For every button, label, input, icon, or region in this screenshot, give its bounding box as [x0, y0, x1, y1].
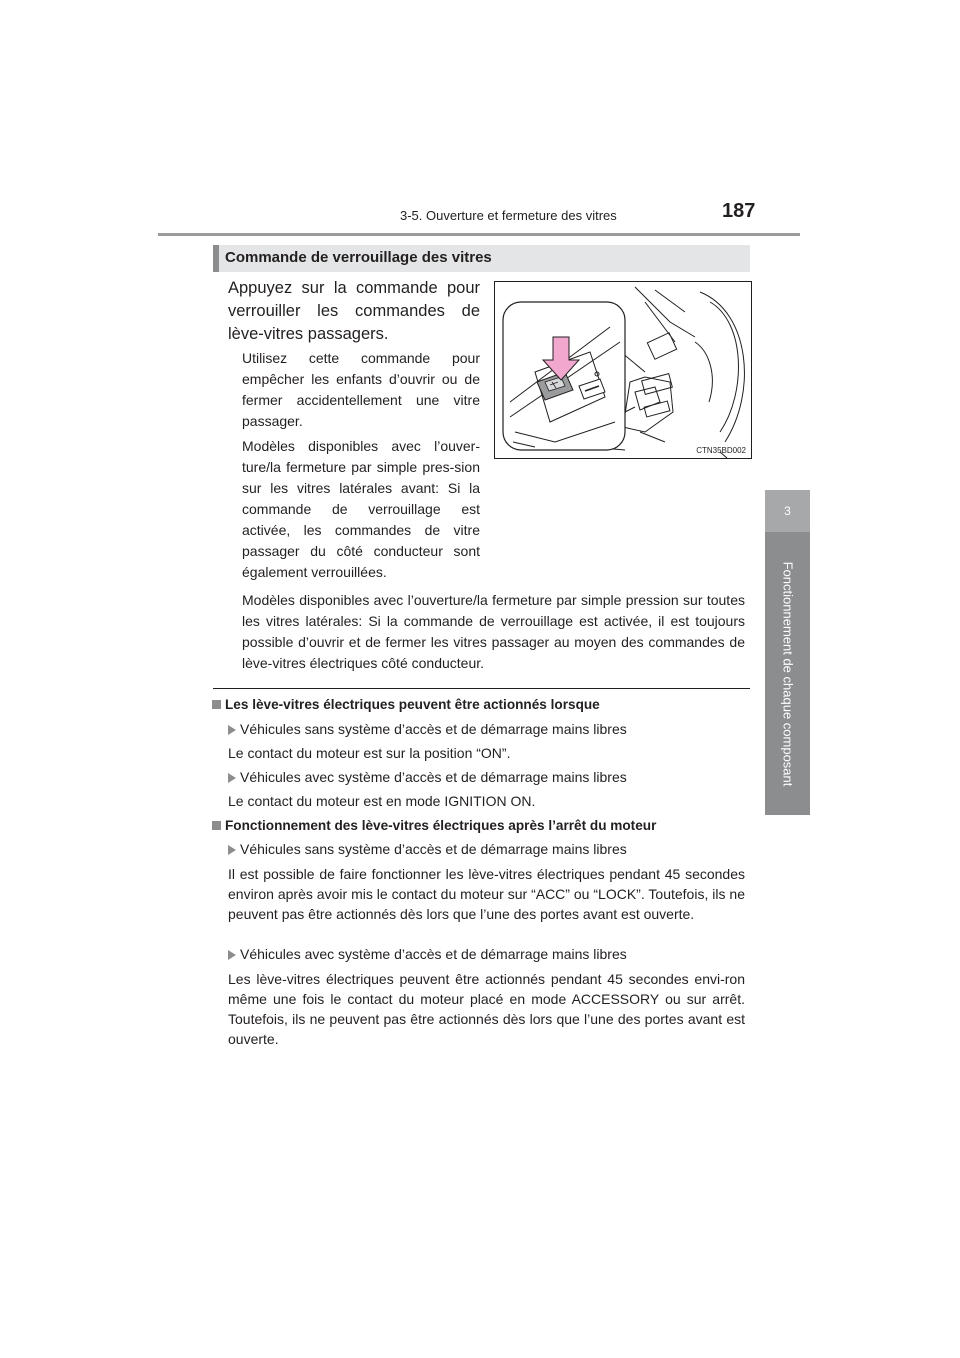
- triangle-bullet-icon: [228, 950, 236, 960]
- triangle-bullet-icon: [228, 725, 236, 735]
- running-header: 3-5. Ouverture et fermeture des vitres: [400, 208, 617, 223]
- case-with-smart-key-1: Véhicules avec système d’accès et de démarrage mains libres: [228, 769, 627, 785]
- case-without-smart-key-2: Véhicules sans système d’accès et de démarrage mains libres: [228, 841, 627, 857]
- lead-line-2: verrouiller les commandes de: [228, 302, 480, 320]
- section-heading-text: Commande de verrouillage des vitres: [225, 249, 492, 266]
- paragraph-all-windows-note: Modèles disponibles avec l’ouverture/la fermeture par simple pression sur toutes les vitres latérales: Si la commande de verrouillage est activée, il est toujours possible d’ouvrir et de fermer les vitres passager au moyen des commandes de lève-vitres électriques côté conducteur.: [242, 592, 745, 671]
- figure-code: CTN35BD002: [696, 446, 746, 455]
- paragraph-front-windows-note: Modèles disponibles avec l’ouver-ture/la fermeture par simple pres-sion sur les vitres latérales avant: Si la commande de verrouillage est activée, les commandes de vitre passager du côté conducteur sont également verrouillées.: [242, 438, 480, 580]
- section-heading: [213, 245, 750, 272]
- triangle-bullet-icon: [228, 845, 236, 855]
- section-heading-bar: [213, 245, 219, 272]
- chapter-tab-number: 3: [765, 490, 810, 532]
- case-with-smart-key-2: Véhicules avec système d’accès et de démarrage mains libres: [228, 946, 627, 962]
- note-text-45-seconds-acc: Il est possible de faire fonctionner les lève-vitres électriques pendant 45 secondes environ après avoir mis le contact du moteur sur “ACC” ou “LOCK”. Toutefois, ils ne peuvent pas être actionnés dès lors que l’une des portes avant est ouverte.: [228, 866, 745, 922]
- square-bullet-icon: [212, 700, 221, 709]
- note-heading-operable: Les lève-vitres électriques peuvent être actionnés lorsque: [212, 697, 600, 712]
- square-bullet-icon: [212, 821, 221, 830]
- note-text-on-position: Le contact du moteur est sur la position “ON”.: [228, 745, 511, 761]
- window-lock-illustration: [494, 281, 752, 459]
- lead-text: [228, 277, 480, 346]
- page-number: 187: [722, 200, 756, 222]
- header-rule: [158, 233, 800, 236]
- note-text-ignition-on: Le contact du moteur est en mode IGNITION ON.: [228, 793, 536, 809]
- chapter-tab-title-text: Fonctionnement de chaque composant: [780, 561, 795, 786]
- chapter-tab-title: [765, 532, 810, 815]
- lead-line-1: Appuyez sur la commande pour: [228, 279, 480, 297]
- case-without-smart-key-1: Véhicules sans système d’accès et de démarrage mains libres: [228, 721, 627, 737]
- section-divider: [213, 688, 750, 689]
- paragraph-children-note: Utilisez cette commande pour empêcher les enfants d’ouvrir ou de fermer accidentellement une vitre passager.: [242, 350, 480, 429]
- lead-line-3: lève-vitres passagers.: [228, 325, 389, 343]
- window-lock-drawing: [495, 282, 751, 458]
- note-heading-after-stop: Fonctionnement des lève-vitres électriques après l’arrêt du moteur: [212, 818, 656, 833]
- note-text-45-seconds-accessory: Les lève-vitres électriques peuvent être actionnés pendant 45 secondes envi-ron même une fois le contact du moteur placé en mode ACCESSORY ou sur arrêt. Toutefois, ils ne peuvent pas être actionnés dès lors que l’une des portes avant est ouverte.: [228, 971, 745, 1047]
- triangle-bullet-icon: [228, 773, 236, 783]
